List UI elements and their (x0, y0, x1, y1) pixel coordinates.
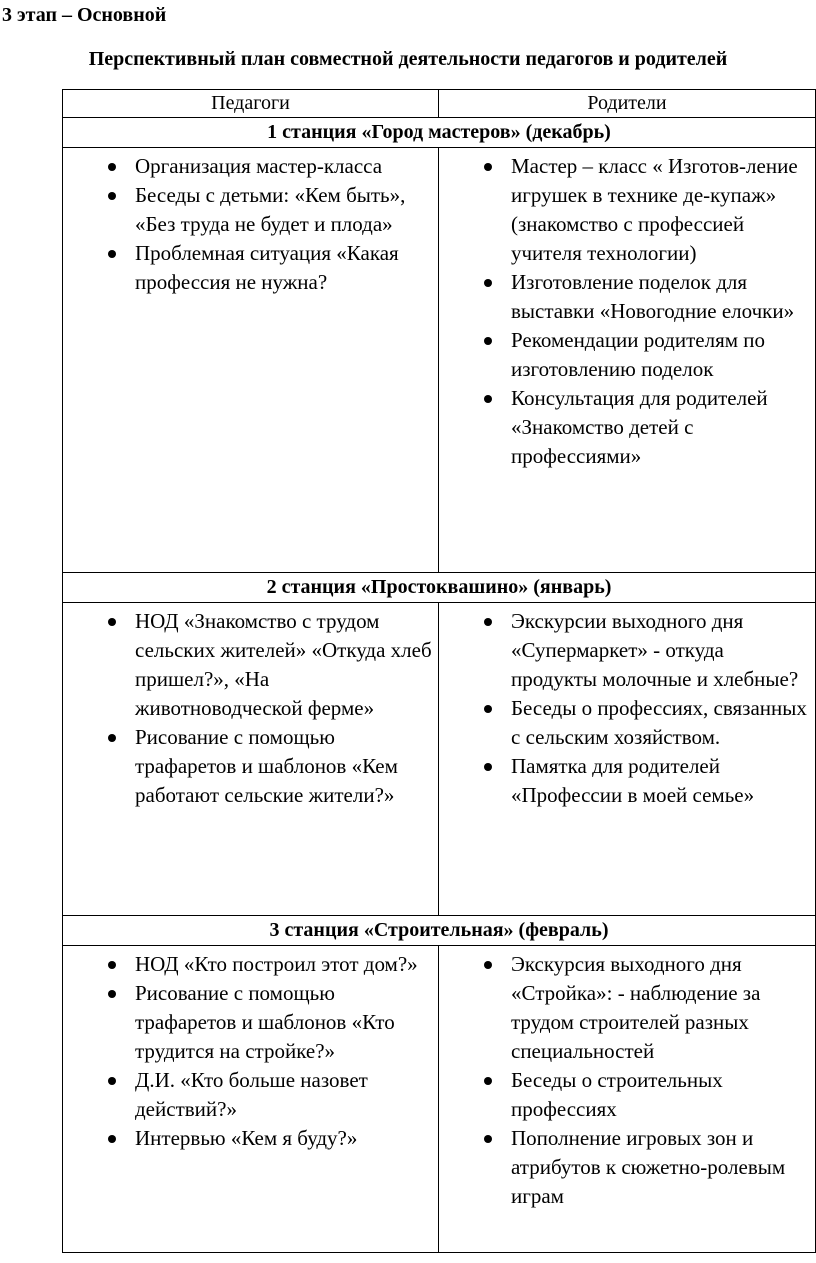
bullet-icon (108, 618, 116, 626)
bullet-icon (484, 618, 492, 626)
header-teachers: Педагоги (63, 90, 439, 118)
list-item (63, 1124, 432, 1153)
station-row (63, 916, 816, 946)
item-text: Рисование с помощью трафаретов и шаблонов «Кто трудится на стройке?» (135, 981, 395, 1063)
station-row (63, 573, 816, 603)
item-text: Рисование с помощью трафаретов и шаблонов «Кем работают сельские жители?» (135, 725, 398, 807)
bullet-icon (108, 250, 116, 258)
station-1-title: 1 станция «Город мастеров» (декабрь) (63, 118, 816, 148)
item-text: НОД «Кто построил этот дом?» (135, 952, 418, 976)
bullet-icon (108, 734, 116, 742)
item-text: Рекомендации родителям по изготовлению поделок (511, 328, 766, 381)
list-item (439, 268, 809, 326)
list-item (439, 694, 809, 752)
list-item (439, 1066, 809, 1124)
list-item (439, 950, 809, 1066)
list-item (439, 384, 809, 471)
table-row (63, 603, 816, 916)
list-item (63, 723, 432, 810)
list-item (439, 607, 809, 694)
item-text: Пополнение игровых зон и атрибутов к сюжетно-ролевым играм (511, 1126, 786, 1208)
teachers-cell (63, 603, 439, 916)
bullet-icon (484, 961, 492, 969)
list-item (63, 239, 432, 297)
plan-table (62, 89, 816, 1253)
bullet-icon (484, 763, 492, 771)
item-text: Беседы с детьми: «Кем быть», «Без труда не будет и плода» (135, 183, 406, 236)
bullet-icon (484, 163, 492, 171)
bullet-icon (484, 1077, 492, 1085)
parents-cell (439, 603, 816, 916)
bullet-icon (108, 163, 116, 171)
station-2-title: 2 станция «Простоквашино» (январь) (63, 573, 816, 603)
table-row (63, 946, 816, 1253)
bullet-icon (484, 337, 492, 345)
parents-cell (439, 946, 816, 1253)
teachers-cell (63, 946, 439, 1253)
item-text: Беседы о профессиях, связанных с сельским хозяйством. (511, 696, 807, 749)
item-text: Проблемная ситуация «Какая профессия не нужна? (135, 241, 399, 294)
bullet-icon (484, 395, 492, 403)
bullet-icon (108, 1135, 116, 1143)
list-item (63, 181, 432, 239)
bullet-icon (108, 990, 116, 998)
table-header-row (63, 90, 816, 118)
header-parents: Родители (439, 90, 816, 118)
list-item (63, 950, 432, 979)
list-item (439, 326, 809, 384)
list-item (63, 979, 432, 1066)
stage-title: 3 этап – Основной (2, 4, 167, 26)
list-item (439, 1124, 809, 1211)
item-text: Организация мастер-класса (135, 154, 383, 178)
item-text: Интервью «Кем я буду?» (135, 1126, 358, 1150)
item-text: НОД «Знакомство с трудом сельских жителей» «Откуда хлеб пришел?», «На животноводческой ферме» (135, 609, 432, 720)
item-text: Беседы о строительных профессиях (511, 1068, 723, 1121)
list-item (439, 752, 809, 810)
teachers-cell (63, 148, 439, 573)
list-item (63, 1066, 432, 1124)
bullet-icon (484, 1135, 492, 1143)
item-text: Экскурсия выходного дня «Стройка»: - наблюдение за трудом строителей разных специальностей (511, 952, 761, 1063)
bullet-icon (108, 961, 116, 969)
bullet-icon (108, 192, 116, 200)
bullet-icon (484, 705, 492, 713)
parents-cell (439, 148, 816, 573)
item-text: Консультация для родителей «Знакомство детей с профессиями» (511, 386, 768, 468)
station-3-title: 3 станция «Строительная» (февраль) (63, 916, 816, 946)
bullet-icon (108, 1077, 116, 1085)
item-text: Д.И. «Кто больше назовет действий?» (135, 1068, 368, 1121)
plan-title: Перспективный план совместной деятельности педагогов и родителей (88, 48, 728, 70)
station-row (63, 118, 816, 148)
list-item (63, 152, 432, 181)
item-text: Изготовление поделок для выставки «Новогодние елочки» (511, 270, 795, 323)
item-text: Памятка для родителей «Профессии в моей семье» (511, 754, 755, 807)
table-row (63, 148, 816, 573)
item-text: Мастер – класс « Изготов-ление игрушек в технике де-купаж» (знакомство с профессией учителя технологии) (511, 154, 798, 265)
bullet-icon (484, 279, 492, 287)
list-item (439, 152, 809, 268)
item-text: Экскурсии выходного дня «Супермаркет» - откуда продукты молочные и хлебные? (511, 609, 799, 691)
list-item (63, 607, 432, 723)
